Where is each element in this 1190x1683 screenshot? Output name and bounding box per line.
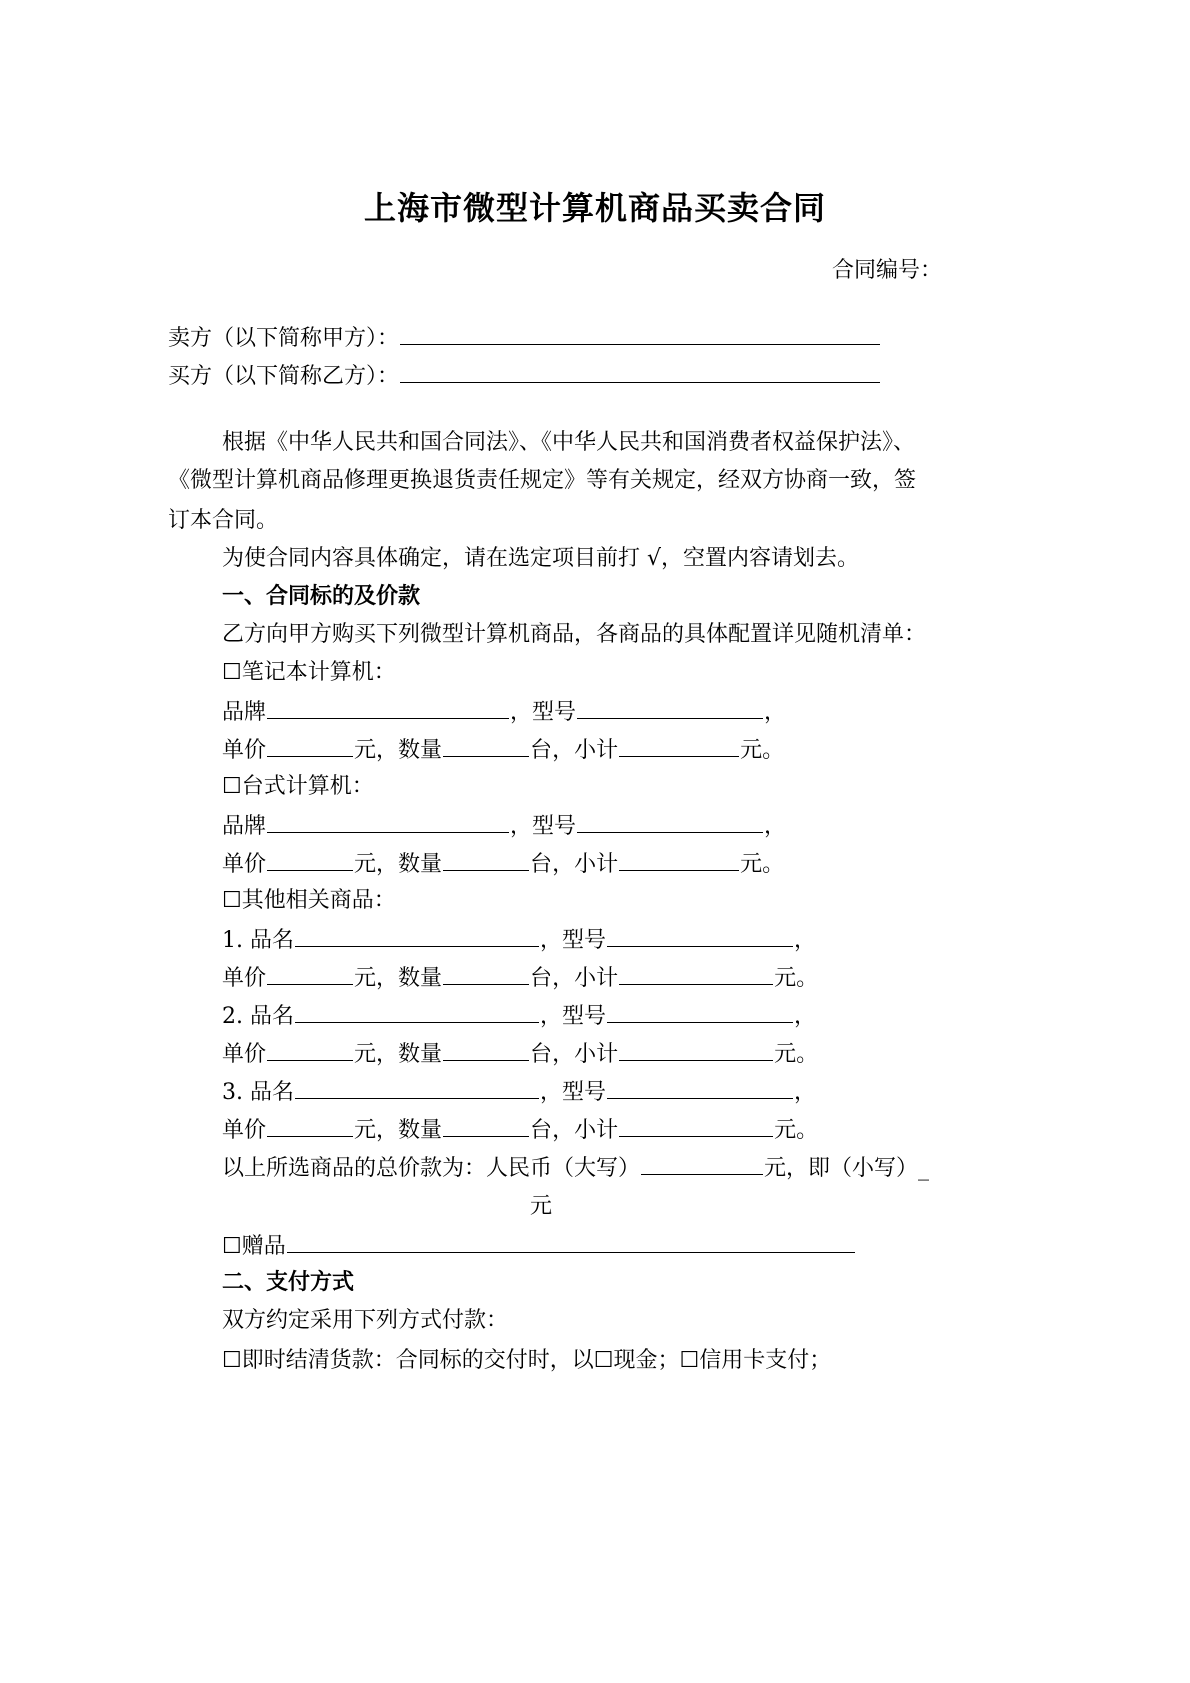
item2-name-row <box>222 1000 816 1032</box>
payment-immediate-row <box>222 1346 831 1376</box>
yuan-period: 元。 <box>740 738 785 763</box>
comma: ， <box>539 1004 562 1029</box>
unit-price-label: 单价 <box>222 1042 267 1067</box>
intro-line-2: 《微型计算机商品修理更换退货责任规定》等有关规定，经双方协商一致，签 <box>168 468 917 493</box>
desktop-model-blank[interactable] <box>577 810 763 833</box>
section1-heading: 一、合同标的及价款 <box>222 584 421 609</box>
other-label: 其他相关商品： <box>241 888 396 913</box>
quantity-label: ，数量 <box>376 966 443 991</box>
intro-line-3: 订本合同。 <box>168 508 279 533</box>
desktop-subtotal-blank[interactable] <box>619 848 739 871</box>
laptop-model-blank[interactable] <box>577 696 763 719</box>
unit-price-label: 单价 <box>222 852 267 877</box>
total-end: 元 <box>530 1194 553 1219</box>
comma: ， <box>794 1080 817 1105</box>
desktop-price-row <box>222 848 784 880</box>
brand-label: 品牌 <box>222 700 267 725</box>
section2-intro: 双方约定采用下列方式付款： <box>222 1308 509 1333</box>
item1-subtotal-blank[interactable] <box>619 962 773 985</box>
item1-qty-blank[interactable] <box>443 962 529 985</box>
item2-qty-blank[interactable] <box>443 1038 529 1061</box>
laptop-brand-row <box>222 696 786 728</box>
immediate-checkbox[interactable]: ☐ <box>222 1348 242 1373</box>
yuan: 元 <box>354 852 377 877</box>
quantity-label: ，数量 <box>376 1118 443 1143</box>
item1-name-row <box>222 924 816 956</box>
comma: ， <box>510 814 533 839</box>
item2-prefix: 2. 品名 <box>222 1004 294 1029</box>
seller-label: 卖方（以下简称甲方）： <box>168 326 400 351</box>
payment-immediate-label: 即时结清货款：合同标的交付时，以 <box>241 1348 594 1373</box>
desktop-qty-blank[interactable] <box>443 848 529 871</box>
seller-row <box>168 322 881 354</box>
desktop-checkbox[interactable]: ☐ <box>222 774 242 799</box>
laptop-label: 笔记本计算机： <box>241 660 396 685</box>
gift-blank[interactable] <box>287 1230 855 1253</box>
gift-row <box>222 1230 856 1262</box>
credit-checkbox[interactable]: ☐ <box>679 1348 700 1373</box>
laptop-subtotal-blank[interactable] <box>619 734 739 757</box>
yuan: 元 <box>354 738 377 763</box>
document-title: 上海市微型计算机商品买卖合同 <box>363 189 826 227</box>
contract-number-label: 合同编号： <box>832 258 943 283</box>
item2-model-blank[interactable] <box>607 1000 793 1023</box>
laptop-price-blank[interactable] <box>267 734 353 757</box>
item3-model-blank[interactable] <box>607 1076 793 1099</box>
buyer-blank[interactable] <box>400 360 880 383</box>
model-label: 型号 <box>562 1004 607 1029</box>
tai: 台 <box>530 852 553 877</box>
yuan-period: 元。 <box>740 852 785 877</box>
brand-label: 品牌 <box>222 814 267 839</box>
item2-subtotal-blank[interactable] <box>619 1038 773 1061</box>
item1-prefix: 1. 品名 <box>222 928 294 953</box>
item3-price-blank[interactable] <box>267 1114 353 1137</box>
laptop-option <box>222 658 396 688</box>
yuan-period: 元。 <box>774 966 819 991</box>
subtotal-label: ，小计 <box>552 966 619 991</box>
instruction-line: 为使合同内容具体确定，请在选定项目前打 √，空置内容请划去。 <box>222 546 860 571</box>
subtotal-label: ，小计 <box>552 1042 619 1067</box>
item3-subtotal-blank[interactable] <box>619 1114 773 1137</box>
comma: ， <box>794 928 817 953</box>
tai: 台 <box>530 1042 553 1067</box>
item2-price-row <box>222 1038 818 1070</box>
desktop-price-blank[interactable] <box>267 848 353 871</box>
comma: ， <box>539 1080 562 1105</box>
buyer-label: 买方（以下简称乙方）： <box>168 364 400 389</box>
subtotal-label: ，小计 <box>552 852 619 877</box>
item3-qty-blank[interactable] <box>443 1114 529 1137</box>
quantity-label: ，数量 <box>376 1042 443 1067</box>
model-label: 型号 <box>562 928 607 953</box>
laptop-price-row <box>222 734 784 766</box>
other-option <box>222 886 396 916</box>
credit-label: 信用卡支付； <box>699 1348 832 1373</box>
model-label: 型号 <box>532 700 577 725</box>
comma: ， <box>510 700 533 725</box>
item1-name-blank[interactable] <box>295 924 539 947</box>
gift-checkbox[interactable]: ☐ <box>222 1234 242 1259</box>
model-label: 型号 <box>562 1080 607 1105</box>
buyer-row <box>168 360 881 392</box>
item1-model-blank[interactable] <box>607 924 793 947</box>
tai: 台 <box>530 966 553 991</box>
intro-line-1: 根据《中华人民共和国合同法》、《中华人民共和国消费者权益保护法》、 <box>222 430 916 455</box>
section1-intro: 乙方向甲方购买下列微型计算机商品，各商品的具体配置详见随机清单： <box>222 622 927 647</box>
other-checkbox[interactable]: ☐ <box>222 888 242 913</box>
comma: ， <box>764 814 787 839</box>
item3-name-row <box>222 1076 816 1108</box>
laptop-qty-blank[interactable] <box>443 734 529 757</box>
item1-price-blank[interactable] <box>267 962 353 985</box>
comma: ， <box>539 928 562 953</box>
item3-name-blank[interactable] <box>295 1076 539 1099</box>
subtotal-label: ，小计 <box>552 1118 619 1143</box>
tai: 台 <box>530 1118 553 1143</box>
yuan-period: 元。 <box>774 1042 819 1067</box>
section2-heading: 二、支付方式 <box>222 1270 355 1295</box>
yuan-period: 元。 <box>774 1118 819 1143</box>
desktop-brand-blank[interactable] <box>267 810 509 833</box>
model-label: 型号 <box>532 814 577 839</box>
quantity-label: ，数量 <box>376 738 443 763</box>
total-small-label: 元，即（小写）_ <box>764 1156 930 1181</box>
desktop-option <box>222 772 374 802</box>
item3-price-row <box>222 1114 818 1146</box>
item1-price-row <box>222 962 818 994</box>
total-uppercase-blank[interactable] <box>641 1152 763 1175</box>
gift-label: 赠品 <box>241 1234 286 1259</box>
total-row <box>222 1152 929 1184</box>
comma: ， <box>794 1004 817 1029</box>
item3-prefix: 3. 品名 <box>222 1080 294 1105</box>
yuan: 元 <box>354 1042 377 1067</box>
laptop-checkbox[interactable]: ☐ <box>222 660 242 685</box>
cash-label: 现金； <box>613 1348 680 1373</box>
unit-price-label: 单价 <box>222 966 267 991</box>
quantity-label: ，数量 <box>376 852 443 877</box>
item2-name-blank[interactable] <box>295 1000 539 1023</box>
laptop-brand-blank[interactable] <box>267 696 509 719</box>
unit-price-label: 单价 <box>222 1118 267 1143</box>
subtotal-label: ，小计 <box>552 738 619 763</box>
unit-price-label: 单价 <box>222 738 267 763</box>
seller-blank[interactable] <box>400 322 880 345</box>
tai: 台 <box>530 738 553 763</box>
total-label: 以上所选商品的总价款为：人民币（大写） <box>222 1156 641 1181</box>
desktop-label: 台式计算机： <box>241 774 374 799</box>
yuan: 元 <box>354 966 377 991</box>
item2-price-blank[interactable] <box>267 1038 353 1061</box>
desktop-brand-row <box>222 810 786 842</box>
comma: ， <box>764 700 787 725</box>
cash-checkbox[interactable]: ☐ <box>593 1348 614 1373</box>
yuan: 元 <box>354 1118 377 1143</box>
